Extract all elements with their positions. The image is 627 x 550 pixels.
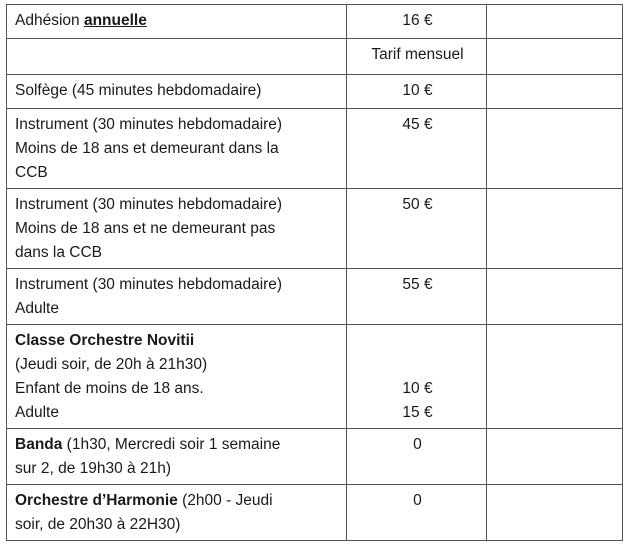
column-header-tarif-mensuel: Tarif mensuel [347,39,486,75]
banda-line-1: (1h30, Mercredi soir 1 semaine [62,436,281,453]
cell-price-banda: 0 [347,429,486,485]
table-row-solfege [7,75,623,109]
novitii-line-2: Enfant de moins de 18 ans. [15,380,204,397]
table-row-instrument-ccb [7,109,623,189]
cell-empty-solfege [486,75,622,109]
instrument-ccb-line-1: Instrument (30 minutes hebdomadaire) [15,116,283,133]
adhesion-label-prefix: Adhésion [15,12,84,29]
adhesion-label-emphasis: annuelle [83,12,147,29]
harmonie-line-1: (2h00 - Jeudi [177,492,273,509]
cell-label-harmonie [7,485,347,541]
cell-label-solfege: Solfège (45 minutes hebdomadaire) [7,75,347,109]
cell-empty-instrument-hors-ccb [486,189,622,269]
cell-label-banda [7,429,347,485]
table-row-harmonie [7,485,623,541]
cell-label-instrument-adulte [7,269,347,325]
cell-empty-novitii [486,325,622,429]
harmonie-line-2: soir, de 20h30 à 22H30) [15,516,181,533]
cell-price-adhesion: 16 € [347,5,486,39]
banda-title: Banda [15,436,63,453]
cell-label-instrument-ccb [7,109,347,189]
cell-label-header [7,39,347,75]
instrument-adulte-line-1: Instrument (30 minutes hebdomadaire) [15,276,283,293]
cell-empty-instrument-adulte [486,269,622,325]
instrument-hors-ccb-line-3: dans la CCB [15,244,103,261]
novitii-price-enfant: 10 € [402,380,433,397]
cell-empty-harmonie [486,485,622,541]
novitii-title: Classe Orchestre Novitii [15,332,195,349]
novitii-price-adulte: 15 € [402,404,433,421]
banda-line-2: sur 2, de 19h30 à 21h) [15,460,171,477]
table-row-instrument-hors-ccb [7,189,623,269]
tarifs-table [6,4,623,541]
cell-label-instrument-hors-ccb [7,189,347,269]
instrument-hors-ccb-line-1: Instrument (30 minutes hebdomadaire) [15,196,283,213]
cell-label-novitii [7,325,347,429]
cell-empty-header [486,39,622,75]
cell-price-harmonie: 0 [347,485,486,541]
novitii-line-3: Adulte [15,404,59,421]
cell-price-solfege: 10 € [347,75,486,109]
cell-empty-adhesion [486,5,622,39]
cell-price-instrument-hors-ccb: 50 € [347,189,486,269]
cell-price-instrument-ccb: 45 € [347,109,486,189]
table-row-novitii [7,325,623,429]
cell-label-adhesion [7,5,347,39]
table-row-adhesion [7,5,623,39]
instrument-adulte-line-2: Adulte [15,300,59,317]
cell-empty-instrument-ccb [486,109,622,189]
table-row-banda [7,429,623,485]
cell-empty-banda [486,429,622,485]
table-row-instrument-adulte [7,269,623,325]
harmonie-title: Orchestre d’Harmonie [15,492,178,509]
cell-price-novitii [347,325,486,429]
novitii-line-1: (Jeudi soir, de 20h à 21h30) [15,356,208,373]
cell-price-instrument-adulte: 55 € [347,269,486,325]
instrument-ccb-line-2: Moins de 18 ans et demeurant dans la [15,140,279,157]
instrument-hors-ccb-line-2: Moins de 18 ans et ne demeurant pas [15,220,276,237]
instrument-ccb-line-3: CCB [15,164,48,181]
table-row-header [7,39,623,75]
